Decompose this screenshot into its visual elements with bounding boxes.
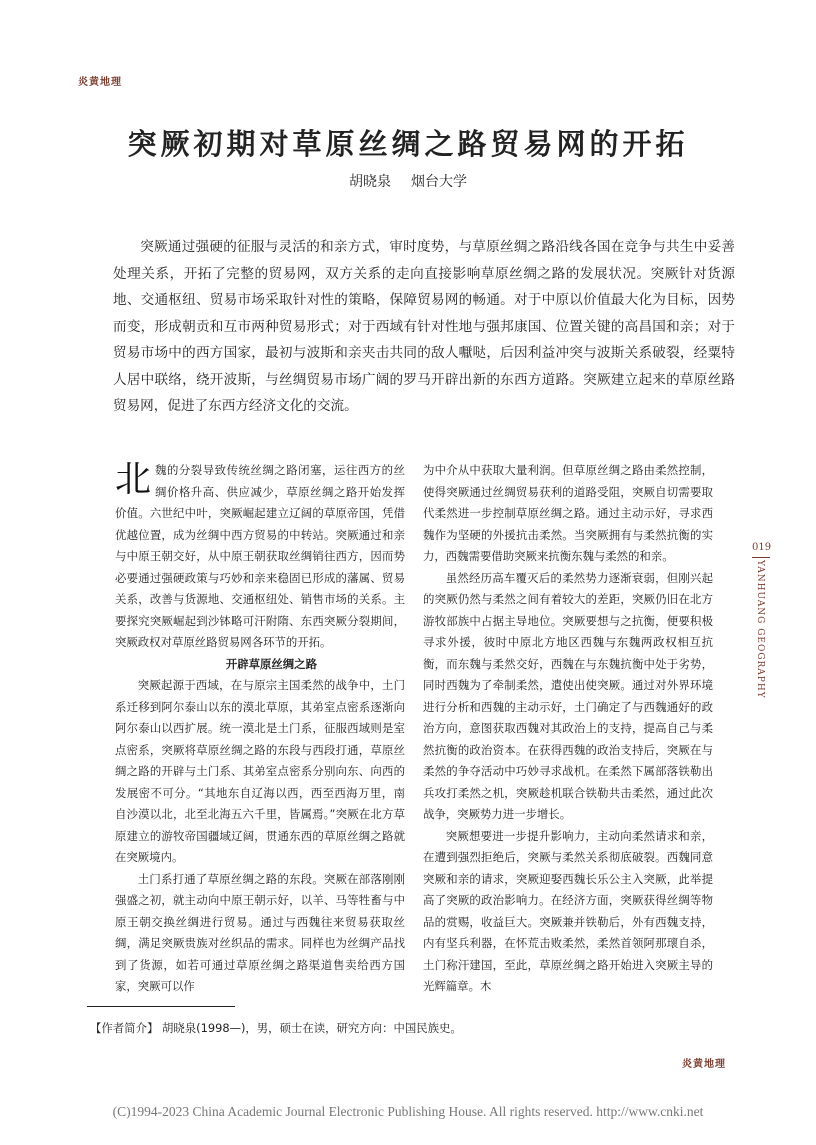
author-affiliation: 烟台大学 (411, 174, 467, 190)
journal-header-tag: 炎黄地理 (78, 77, 122, 88)
byline (0, 171, 816, 191)
abstract: 突厥通过强硬的征服与灵活的和亲方式，审时度势，与草原丝绸之路沿线各国在竞争与共生中妥善处理关系，开拓了完整的贸易网，双方关系的走向直接影响草原丝绸之路的发展状况。突厥针对货源地、交通枢纽、贸易市场采取针对性的策略，保障贸易网的畅通。对于中原以价值最大化为目标，因势而变，形成朝贡和互市两种贸易形式；对于西域有针对性地与强邦康国、位置关键的高昌国和亲；对于贸易市场中的西方国家，最初与波斯和亲夹击共同的敌人嚈哒，后因利益冲突与波斯关系破裂，经粟特人居中联络，绕开波斯，与丝绸贸易市场广阔的罗马开辟出新的东西方道路。突厥建立起来的草原丝路贸易网，促进了东西方经济文化的交流。 (113, 239, 735, 414)
article-title: 突厥初期对草原丝绸之路贸易网的开拓 (127, 127, 689, 161)
body-paragraph: 虽然经历高车覆灭后的柔然势力逐渐衰弱，但刚兴起的突厥仍然与柔然之间有着较大的差距，突厥仍旧在北方游牧部族中占据主导地位。突厥要想与之抗衡，便要积极寻求外援，彼时中原北方地区西魏与东魏两政权相互抗衡，而东魏与柔然交好，西魏在与东魏抗衡中处于劣势，同时西魏为了牵制柔然，遣使出使突厥。通过对外界环境进行分析和西魏的主动示好，土门确定了与西魏通好的政治方向，意图获取西魏对其政治上的支持，提高自己与柔然抗衡的政治资本。在获得西魏的政治支持后，突厥在与柔然的争夺活动中巧妙寻求战机。在柔然下属部落铁勒出兵攻打柔然之机，突厥趁机联合铁勒共击柔然，通过此次战争，突厥势力进一步增长。 (423, 570, 713, 821)
journal-footer-tag: 炎黄地理 (682, 1059, 726, 1070)
body-paragraph: 突厥想要进一步提升影响力，主动向柔然请求和亲，在遭到强烈拒绝后，突厥与柔然关系彻底破裂。西魏同意突厥和亲的请求，突厥迎娶西魏长乐公主入突厥，此举提高了突厥的政治影响力。在经济方面，突厥获得丝绸等物品的赏赐，收益巨大。突厥兼并铁勒后，外有西魏支持，内有坚兵利器，在怀荒击败柔然，柔然首领阿那瓌自杀，土门称汗建国，至此，草原丝绸之路开始进入突厥主导的光辉篇章。木 (423, 828, 713, 993)
body-paragraph: 突厥起源于西域，在与原宗主国柔然的战争中，土门系迁移到阿尔泰山以东的漠北草原，其弟室点密系逐渐向阿尔泰山以西扩展。统一漠北是土门系，征服西域则是室点密系，突厥将草原丝绸之路的东段与西段打通，草原丝绸之路的开辟与土门系、其弟室点密系分别向东、向西的发展密不可分。“其地东自辽海以西，西至西海万里，南自沙漠以北，北至北海五六千里，皆属焉。”突厥在北方草原建立的游牧帝国疆域辽阔，贯通东西的草原丝绸之路就在突厥境内。 (115, 678, 405, 864)
body-column-right (423, 460, 713, 998)
body-paragraph: 土门系打通了草原丝绸之路的东段。突厥在部落刚刚强盛之初，就主动向中原王朝示好，以羊、马等牲畜与中原王朝交换丝绸进行贸易。通过与西魏往来贸易获取丝绸，满足突厥贵族对丝织品的需求。同样也为丝绸产品找到了货源，如若可通过草原丝绸之路渠道售卖给西方国家，突厥可以作 (115, 871, 405, 993)
author-note: 【作者简介】 胡晓泉(1998—)，男，硕士在读，研究方向：中国民族史。 (90, 1021, 462, 1035)
journal-name-vertical: YANHUANG GEOGRAPHY (755, 560, 765, 699)
body-paragraph: 北魏的分裂导致传统丝绸之路闭塞，运往西方的丝绸价格升高、供应减少，草原丝绸之路开始发挥价值。六世纪中叶，突厥崛起建立辽阔的草原帝国，凭借优越位置，成为丝绸中西方贸易的中转站。突厥通过和亲与中原王朝交好，从中原王朝获取丝绸销往西方，因而势必要通过强硬政策与巧妙和亲来稳固已形成的藩属、贸易关系，改善与货源地、交通枢纽处、销售市场的关系。主要探究突厥崛起到沙钵略可汗附隋、东西突厥分裂期间，突厥政权对草原丝路贸易网各环节的开拓。 (115, 459, 405, 649)
author-name: 胡晓泉 (349, 174, 391, 190)
footnote-divider (87, 1006, 235, 1007)
section-heading: 开辟草原丝绸之路 (225, 656, 317, 671)
drop-cap: 北 (115, 459, 152, 500)
body-column-left (115, 460, 405, 998)
copyright-line: (C)1994-2023 China Academic Journal Electronic Publishing House. All rights reserved. http://www.cnki.net (112, 1104, 704, 1119)
sidebar-divider (752, 557, 770, 558)
body-paragraph: 为中介从中获取大量利润。但草原丝绸之路由柔然控制，使得突厥通过丝绸贸易获利的道路受阻，突厥自切需要取代柔然进一步控制草原丝绸之路。通过主动示好，寻求西魏作为坚硬的外援抗击柔然。当突厥拥有与柔然抗衡的实力，西魏需要借助突厥来抗衡东魏与柔然的和亲。 (423, 463, 713, 563)
page-number: 019 (752, 542, 772, 553)
